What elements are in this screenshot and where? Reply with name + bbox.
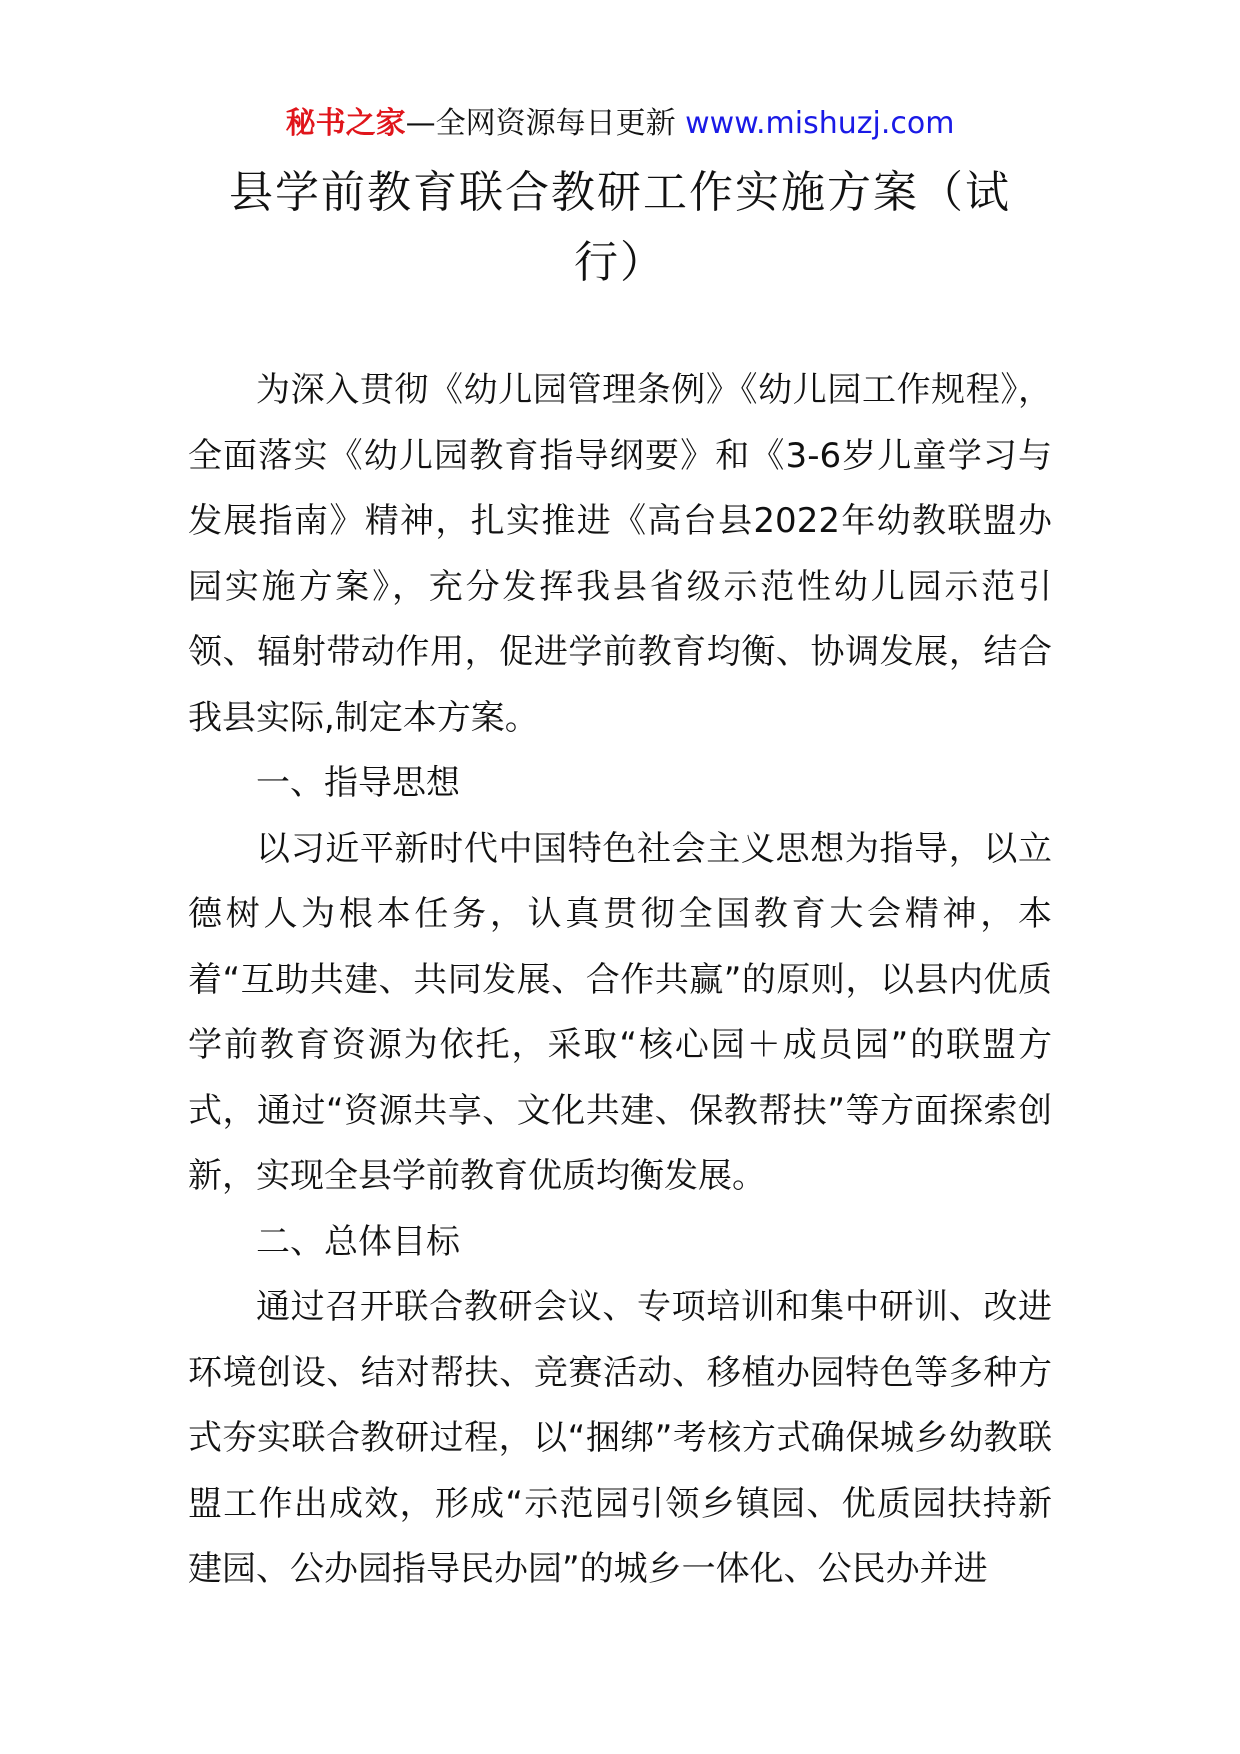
section-heading-overall-goal: 二、总体目标: [256, 1221, 460, 1262]
document-title: 县学前教育联合教研工作实施方案（试行）: [229, 167, 1011, 288]
brand-name: 秘书之家: [285, 106, 406, 141]
overall-goal-paragraph: 通过召开联合教研会议、专项培训和集中研训、改进环境创设、结对帮扶、竞赛活动、移植办园特色等多种方式夯实联合教研过程，以“捆绑”考核方式确保城乡幼教联盟工作出成效，形成“示范园引领乡镇园、优质园扶持新建园、公办园指导民办园”的城乡一体化、公民办并进: [188, 1287, 1052, 1589]
guiding-ideology-paragraph: 以习近平新时代中国特色社会主义思想为指导，以立德树人为根本任务，认真贯彻全国教育大会精神，本着“互助共建、共同发展、合作共赢”的原则，以县内优质学前教育资源为依托，采取“核心园＋成员园”的联盟方式，通过“资源共享、文化共建、保教帮扶”等方面探索创新，实现全县学前教育优质均衡发展。: [188, 828, 1052, 1196]
section-heading-guiding-ideology: 一、指导思想: [256, 763, 460, 803]
watermark-header: [0, 100, 1240, 148]
header-tagline: —全网资源每日更新: [405, 106, 686, 141]
site-link[interactable]: www.mishuzj.com: [685, 106, 955, 141]
intro-paragraph: 为深入贯彻《幼儿园管理条例》《幼儿园工作规程》，全面落实《幼儿园教育指导纲要》和《3-6岁儿童学习与发展指南》精神，扎实推进《高台县2022年幼教联盟办园实施方案》，充分发挥我县省级示范性幼儿园示范引领、辐射带动作用，促进学前教育均衡、协调发展，结合我县实际,制定本方案。: [188, 370, 1052, 738]
document-body: [188, 358, 1052, 1603]
